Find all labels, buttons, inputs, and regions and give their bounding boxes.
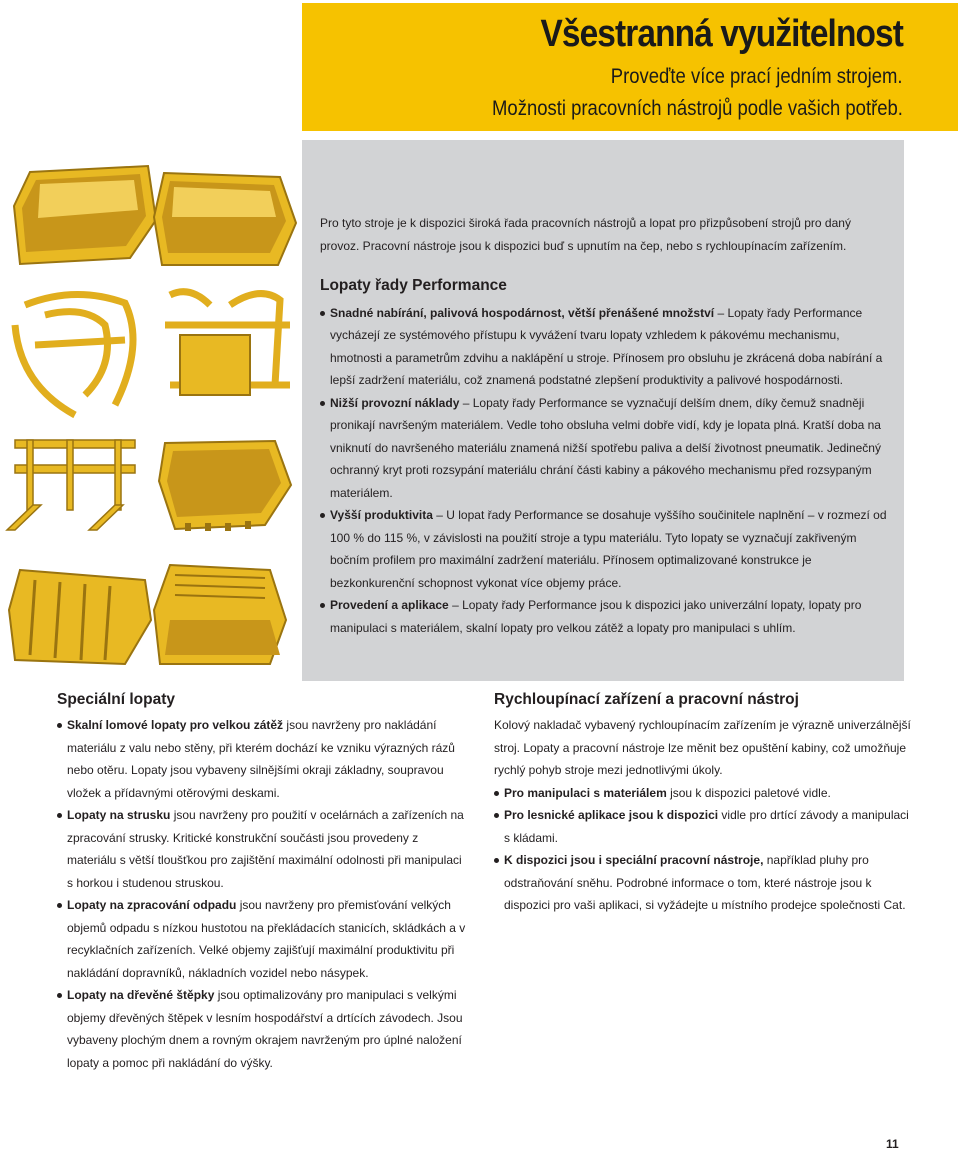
quick-coupler-section (494, 688, 914, 917)
toothed-bucket-image (155, 435, 295, 535)
bucket-image (10, 160, 158, 270)
bucket-image (150, 165, 300, 275)
header-banner (302, 3, 958, 131)
attachments-gallery (0, 160, 300, 680)
list-item: Pro manipulaci s materiálem jsou k dispozici paletové vidle. (494, 782, 914, 805)
quick-list (494, 782, 914, 917)
page-number: 11 (886, 1137, 899, 1151)
list-item: Lopaty na dřevěné štěpky jsou optimalizovány pro manipulaci s velkými objemy dřevěných štěpek v lesním hospodářství a drtících závodech. Jsou vybaveny plochým dnem a rovným okrajem navrženým pro úplné naložení lopaty a pomoc při nakládání do výšky. (57, 984, 467, 1074)
list-item: Skalní lomové lopaty pro velkou zátěž jsou navrženy pro nakládání materiálu z valu nebo stěny, při kterém dochází ke vzniku výrazných rázů nebo otěru. Lopaty jsou vybaveny silnějšími okraji základny, soupravou vložek a přídavnými otěrovými deskami. (57, 714, 467, 804)
quick-heading: Rychloupínací zařízení a pracovní nástroj (494, 691, 799, 708)
quick-paragraph: Kolový nakladač vybavený rychloupínacím zařízením je výrazně univerzálnější stroj. Lopaty a pracovní nástroje lze měnit bez opuštění kabiny, což umožňuje rychlý pohyb stroje mezi jednotlivými úkoly. (494, 718, 911, 777)
special-heading: Speciální lopaty (57, 691, 176, 708)
list-item: Pro lesnické aplikace jsou k dispozici vidle pro drtící závody a manipulaci s kládami. (494, 804, 914, 849)
subtitle-2: Možnosti pracovních nástrojů podle vašich potřeb. (492, 97, 903, 120)
list-item: Nižší provozní náklady – Lopaty řady Performance se vyznačují delším dnem, díky čemuž snadněji pronikají navršeným materiálem. Vedle toho obsluha velmi dobře vidí, kdy je lopata plná. Kratší doba na vniknutí do navršeného materiálu znamená nižší spotřebu paliva a delší životnost pneumatik. Jedinečný ochranný kryt proti rozsypání materiálu chrání části kabiny a pákového mechanismu před rozsypaným materiálem. (320, 392, 890, 505)
special-list (57, 714, 467, 1074)
special-buckets-section (57, 688, 467, 1074)
performance-list (320, 302, 890, 640)
subtitle-1: Proveďte více prací jedním strojem. (611, 65, 903, 88)
log-grapple-image (5, 285, 155, 425)
pallet-forks-image (5, 435, 155, 535)
performance-panel (302, 140, 904, 681)
performance-heading: Lopaty řady Performance (320, 277, 507, 294)
intro-text: Pro tyto stroje je k dispozici široká řada pracovních nástrojů a lopat pro přizpůsobení strojů pro daný provoz. Pracovní nástroje jsou k dispozici buď s upnutím na čep, nebo s rychloupínacím zařízením. (320, 216, 851, 253)
rake-bucket-image (5, 560, 155, 670)
list-item: Lopaty na zpracování odpadu jsou navrženy pro přemisťování velkých objemů odpadu s nízkou hustotou na překládacích stanicích, skládkách a v recyklačních zařízeních. Velké objemy zajišťují maximální produktivitu při nakládání dopravníků, nákladních vozidel nebo násypek. (57, 894, 467, 984)
page-title: Všestranná využitelnost (540, 13, 903, 55)
list-item: Snadné nabírání, palivová hospodárnost, větší přenášené množství – Lopaty řady Performance vycházejí ze systémového přístupu k vyvážení tvaru lopaty vzhledem k pákovému mechanismu, hmotnosti a parametrům zdvihu a naklápění u stroje. Přínosem pro obsluhu je zkrácená doba nabírání a lepší zadržení materiálu, což znamená podstatné zlepšení produktivity a palivové hospodárnosti. (320, 302, 890, 392)
list-item: Provedení a aplikace – Lopaty řady Performance jsou k dispozici jako univerzální lopaty, lopaty pro manipulaci s materiálem, skalní lopaty pro velkou zátěž a lopaty pro manipulaci s uhlím. (320, 594, 890, 639)
list-item: K dispozici jsou i speciální pracovní nástroje, například pluhy pro odstraňování sněhu. Podrobné informace o tom, které nástroje jsou k dispozici pro vaši aplikaci, si vyžádejte u místního prodejce společnosti Cat. (494, 849, 914, 917)
list-item: Lopaty na strusku jsou navrženy pro použití v ocelárnách a zařízeních na zpracování strusky. Kritické konstrukční součásti jsou provedeny z materiálu s větší tloušťkou pro zajištění maximální odolnosti při manipulaci s horkou i studenou struskou. (57, 804, 467, 894)
waste-bucket-image (150, 560, 290, 670)
grapple-bucket-image (150, 285, 300, 425)
list-item: Vyšší produktivita – U lopat řady Performance se dosahuje vyššího součinitele naplnění – v rozmezí od 100 % do 115 %, v závislosti na použití stroje a typu materiálu. Tyto lopaty se vyznačují zakřiveným bočním profilem pro maximální zadržení materiálu. Přínosem optimalizované konstrukce je bezkonkurenční schopnost vykonat více objemy práce. (320, 504, 890, 594)
